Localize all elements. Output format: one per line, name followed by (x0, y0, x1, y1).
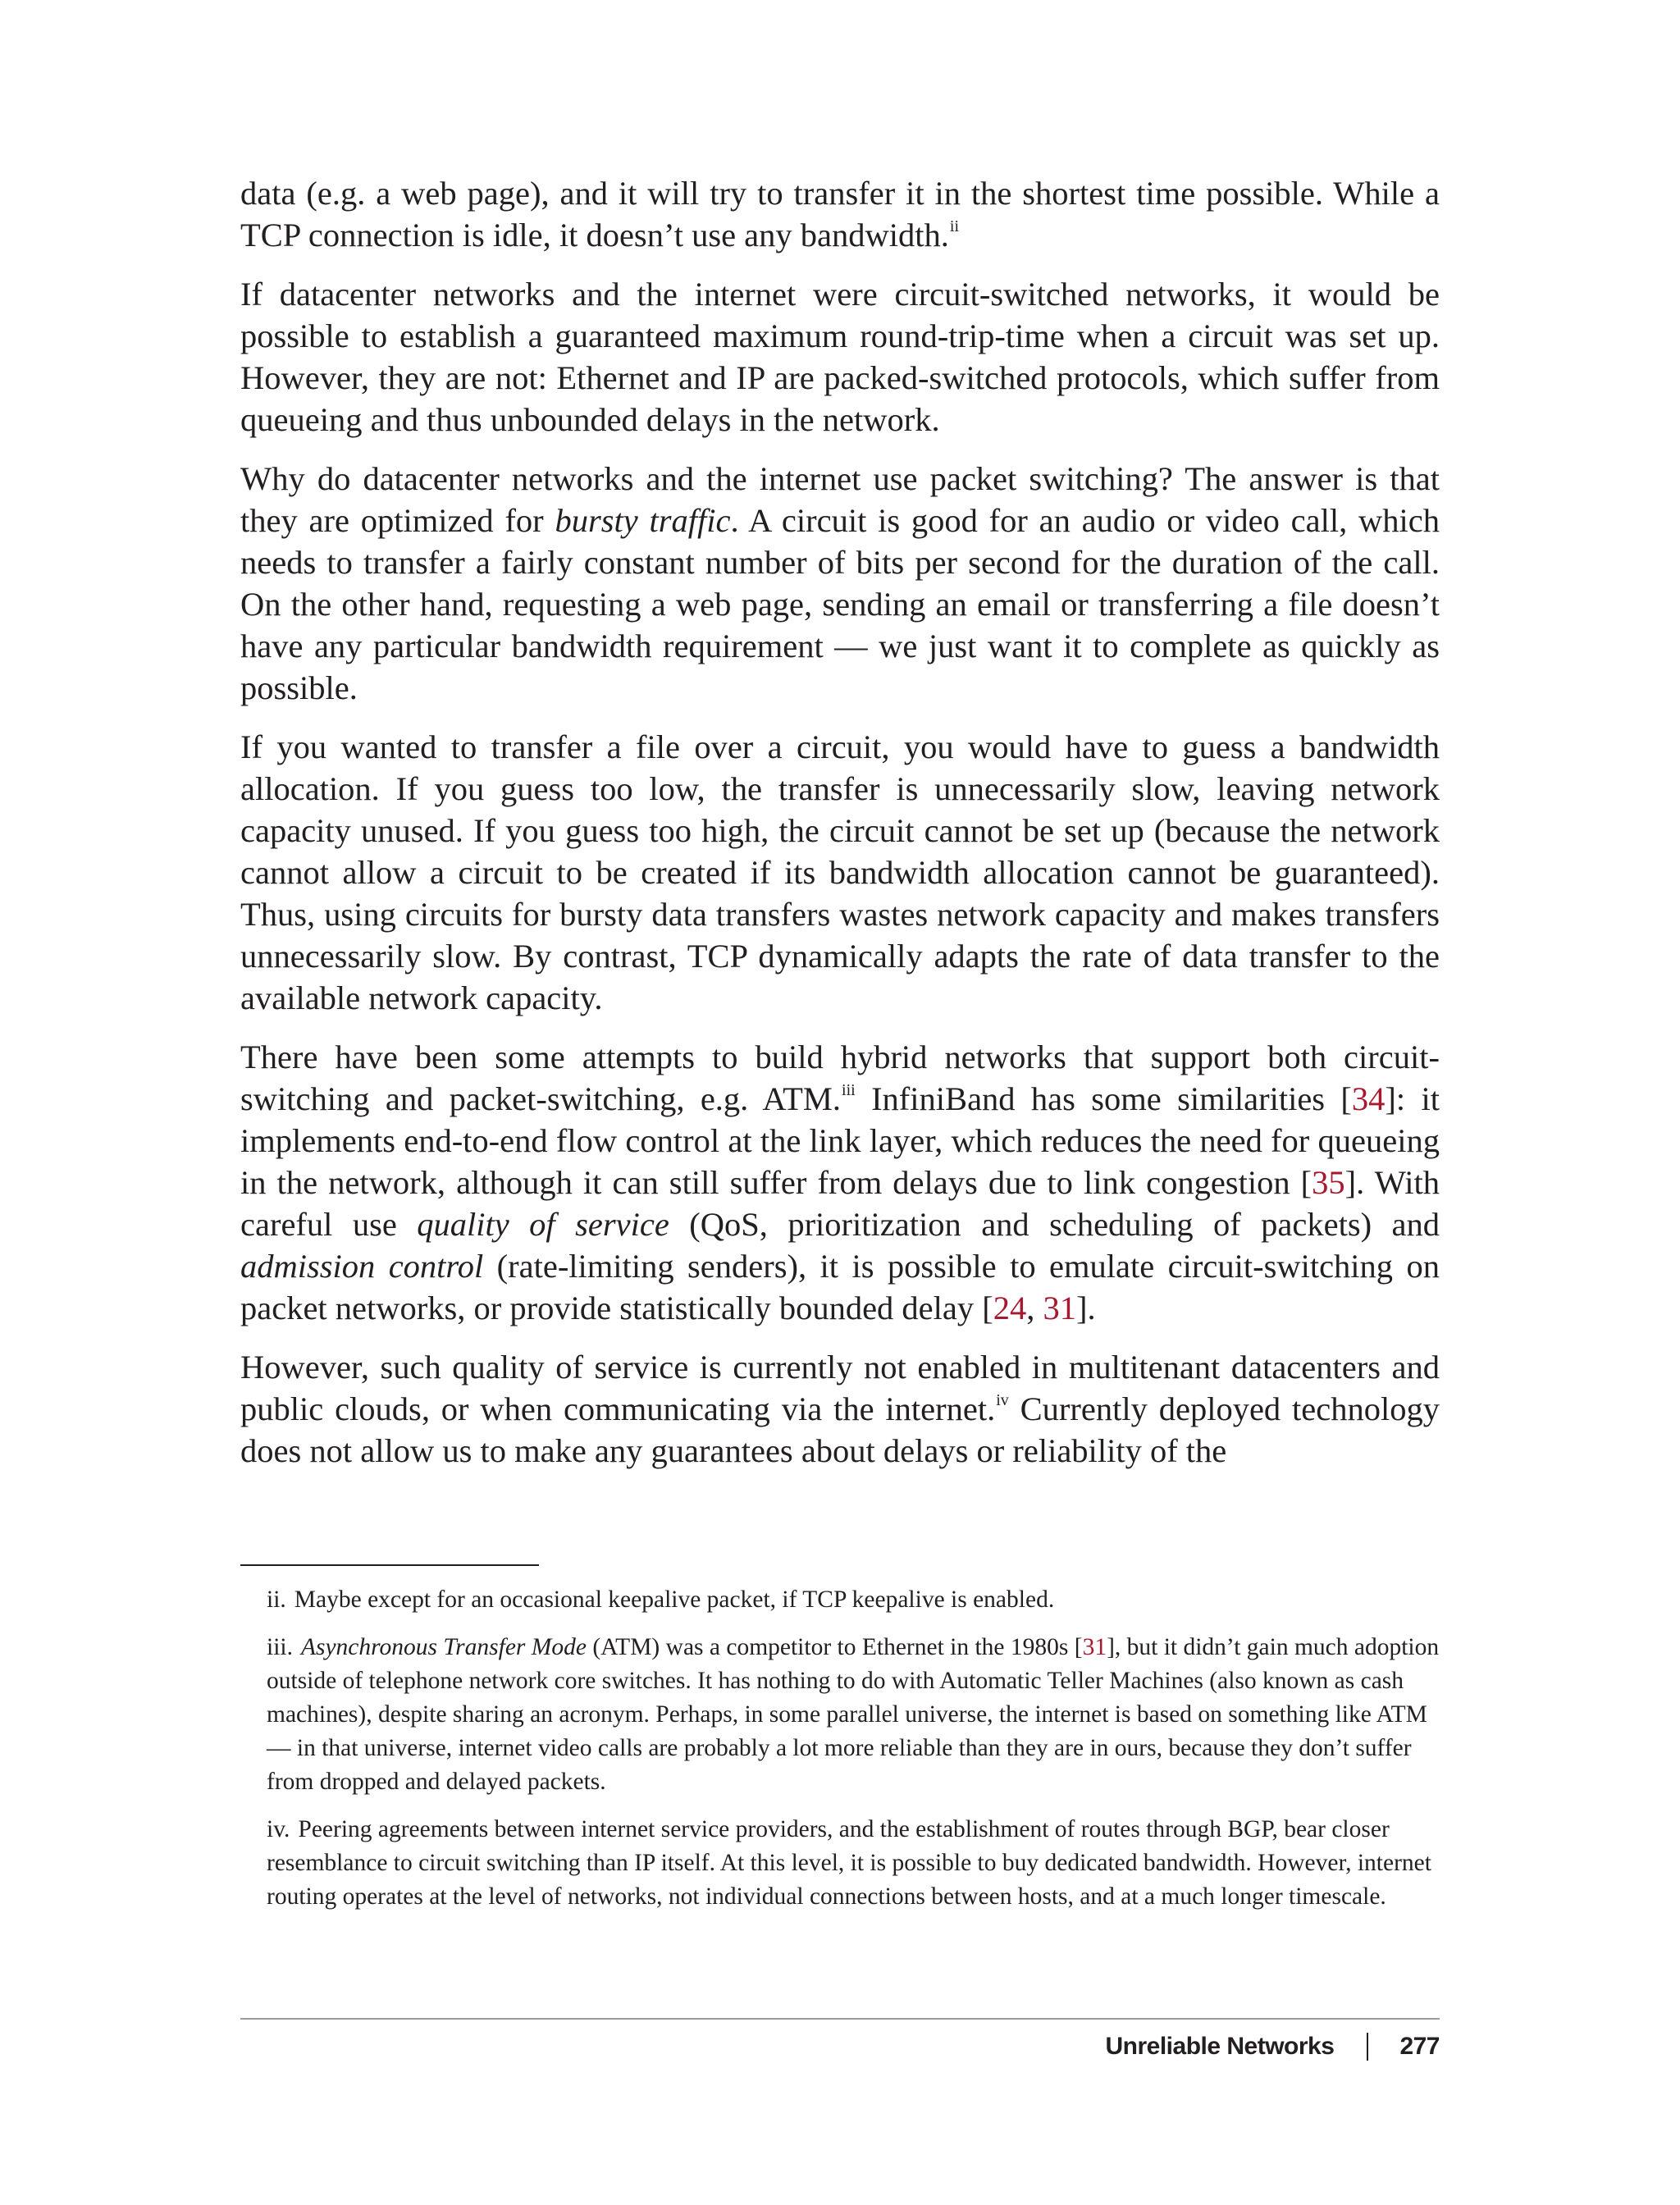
paragraph: There have been some attempts to build hybrid networks that support both circuit-switching and packet-switching, e.g. ATM.$^{iii}$ InfiniBand has some similarities [34]: it implements end-to-end flow control at the link layer, which reduces the need for queueing in the network, although it can still suffer from delays due to link congestion [35]. With careful use quality of service (QoS, prioritization and scheduling of packets) and admission control (rate-limiting senders), it is possible to emulate circuit-switching on packet networks, or provide statistically bounded delay [24, 31]. (240, 1039, 1440, 1326)
chapter-title: Unreliable Networks (1105, 2033, 1335, 2060)
footer-divider (240, 2018, 1440, 2020)
citation-link[interactable]: 35 (1312, 1164, 1345, 1201)
page-footer (1106, 2026, 1440, 2067)
citation-link[interactable]: 24 (993, 1290, 1027, 1326)
emphasis: admission control (240, 1248, 484, 1285)
citation-link[interactable]: 34 (1351, 1080, 1386, 1117)
emphasis: bursty traffic (555, 502, 731, 539)
paragraph: data (e.g. a web page), and it will try to transfer it in the shortest time possible. While a TCP connection is idle, it doesn’t use any bandwidth.$^{ii}$ (240, 175, 1440, 253)
footnote-divider (240, 1564, 539, 1566)
paragraph: Why do datacenter networks and the internet use packet switching? The answer is that they are optimized for bursty traffic. A circuit is good for an audio or video call, which needs to transfer a fairly constant number of bits per second for the duration of the call. On the other hand, requesting a web page, sending an email or transferring a file doesn’t have any particular bandwidth requirement — we just want it to complete as quickly as possible. (240, 460, 1440, 706)
footnote-iii: iii. Asynchronous Transfer Mode (ATM) was a competitor to Ethernet in the 1980s [31], but it didn’t gain much adoption outside of telephone network core switches. It has nothing to do with Automatic Teller Machines (also known as cash machines), despite sharing an acronym. Perhaps, in some parallel universe, the internet is based on something like ATM — in that universe, internet video calls are probably a lot more reliable than they are in ours, because they don’t suffer from dropped and delayed packets. (267, 1634, 1440, 1795)
footnotes (267, 1583, 1440, 1928)
citation-link[interactable]: 31 (1043, 1290, 1076, 1326)
paragraph: If you wanted to transfer a file over a circuit, you would have to guess a bandwidth allocation. If you guess too low, the transfer is unnecessarily slow, leaving network capacity unused. If you guess too high, the circuit cannot be set up (because the network cannot allow a circuit to be created if its bandwidth allocation cannot be guaranteed). Thus, using circuits for bursty data transfers wastes network capacity and makes transfers unnecessarily slow. By contrast, TCP dynamically adapts the rate of data transfer to the available network capacity. (240, 728, 1440, 1016)
emphasis: Asynchronous Transfer Mode (300, 1634, 587, 1660)
footnote-marker-iii[interactable]: iii (842, 1080, 856, 1099)
footnote-ii: ii. Maybe except for an occasional keepalive packet, if TCP keepalive is enabled. (267, 1586, 1055, 1613)
body-text (240, 172, 1440, 1489)
footer-separator (1367, 2033, 1368, 2061)
paragraph: If datacenter networks and the internet were circuit-switched networks, it would be possible to establish a guaranteed maximum round-trip-time when a circuit was set up. However, they are not: Ethernet and IP are packed-switched protocols, which suffer from queueing and thus unbounded delays in the network. (240, 276, 1440, 438)
footnote-marker-iv[interactable]: iv (996, 1390, 1009, 1409)
paragraph: However, such quality of service is currently not enabled in multitenant datacenters and public clouds, or when communicating via the internet.$^{iv}$ Currently deployed technology does not allow us to make any guarantees about delays or reliability of the (240, 1349, 1440, 1469)
footnote-marker-ii[interactable]: ii (949, 217, 960, 235)
footnote-iv: iv. Peering agreements between internet service providers, and the establishment of routes through BGP, bear closer resemblance to circuit switching than IP itself. At this level, it is possible to buy dedicated bandwidth. However, internet routing operates at the level of networks, not individual connections between hosts, and at a much longer timescale. (267, 1816, 1431, 1910)
citation-link[interactable]: 31 (1082, 1634, 1107, 1660)
emphasis: quality of service (417, 1206, 669, 1243)
page-number: 277 (1399, 2033, 1440, 2060)
